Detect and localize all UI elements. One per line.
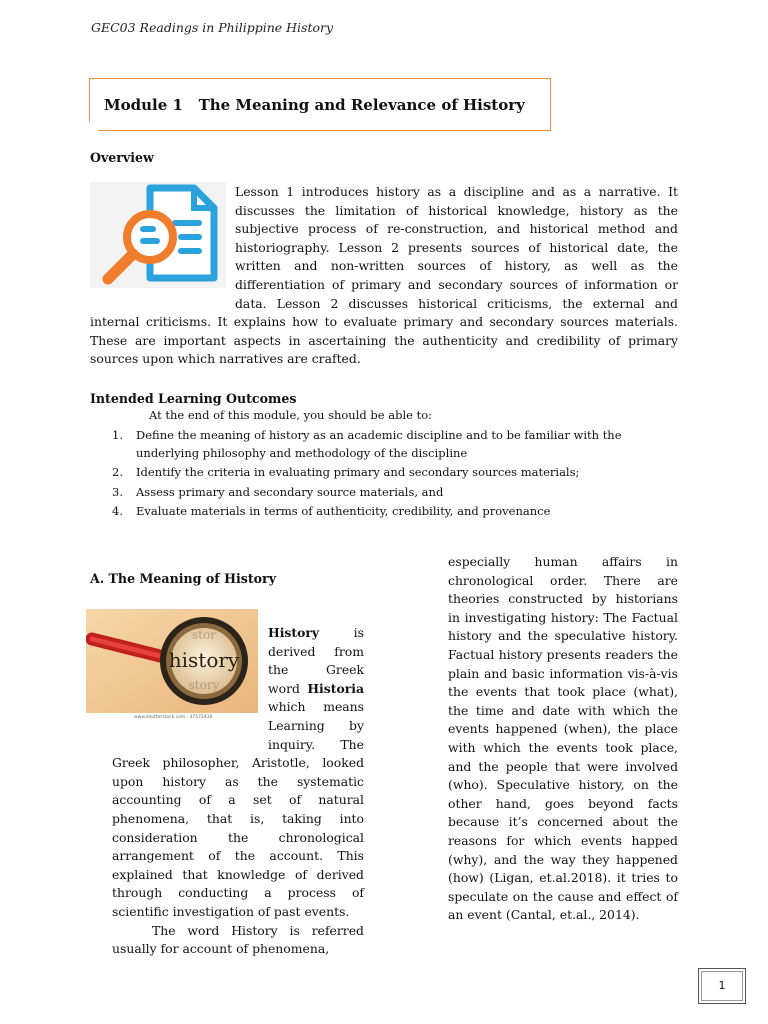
overview-heading: Overview bbox=[90, 150, 154, 165]
outcomes-intro: At the end of this module, you should be able to: bbox=[149, 408, 433, 422]
list-item: 4. Evaluate materials in terms of authenticity, credibility, and provenance bbox=[112, 504, 551, 518]
page-number: 1 bbox=[701, 971, 743, 1001]
outcomes-heading: Intended Learning Outcomes bbox=[90, 391, 297, 406]
list-item: 1. Define the meaning of history as an academic discipline and to be familiar with the underlying philosophy and methodology of the discipline bbox=[112, 428, 622, 460]
icon-spacer bbox=[90, 183, 235, 297]
svg-text:stor: stor bbox=[192, 628, 216, 642]
section-a-column-2: especially human affairs in chronological order. There are theories constructed by historians in investigating history: The Factual history and the speculative history. Factual history presents readers the plain and basic information vis-à-vis the events that took place (what), the time and date with which the events happened (when), the place with which the events took place, and the people that were involved (who). Speculative history, on the other hand, goes beyond facts because it’s concerned about the reasons for which events happed (why), and the way they happened (how) (Ligan, et.al.2018). it tries to speculate on the cause and effect of an event (Cantal, et.al., 2014). bbox=[448, 554, 678, 923]
list-item: 3. Assess primary and secondary source materials, and bbox=[112, 484, 444, 499]
section-a-column-1: History is derived from the Greek word Historia which means Learning by inquiry. The Greek philosopher, Aristotle, looked upon history as the systematic accounting of a set of natural phenomena, that is, taking into consideration the chronological arrangement of the account. This explained that knowledge of derived through conducting a process of scientific investigation of past events. The word History is referred usually for account of phenomena, bbox=[112, 624, 364, 959]
photo-spacer bbox=[112, 624, 268, 740]
photo-credit: www.shutterstock.com · 47572430 bbox=[134, 715, 213, 720]
svg-text:story: story bbox=[188, 678, 220, 692]
section-a-heading: A. The Meaning of History bbox=[90, 571, 277, 586]
running-header: GEC03 Readings in Philippine History bbox=[91, 20, 334, 35]
outcomes-list bbox=[112, 427, 680, 521]
overview-text bbox=[90, 183, 678, 369]
photo-word: history bbox=[168, 648, 240, 672]
list-item: 2. Identify the criteria in evaluating primary and secondary sources materials; bbox=[112, 465, 580, 479]
module-title: Module 1 The Meaning and Relevance of History bbox=[104, 96, 525, 114]
section-a-paragraph-2: The word History is referred usually for account of phenomena, bbox=[112, 922, 364, 957]
overview-paragraph: Lesson 1 introduces history as a discipline and as a narrative. It discusses the limitation of historical knowledge, history as the subjective process of re-construction, and historical method and historiography. Lesson 2 presents sources of historical date, the written and non-written sources of history, as well as the differentiation of primary and secondary sources of information or data. Lesson 2 discusses historical criticisms, the external and internal criticisms. It explains how to evaluate primary and secondary sources materials. These are important aspects in ascertaining the authenticity and credibility of primary sources upon which narratives are crafted. bbox=[90, 184, 678, 367]
